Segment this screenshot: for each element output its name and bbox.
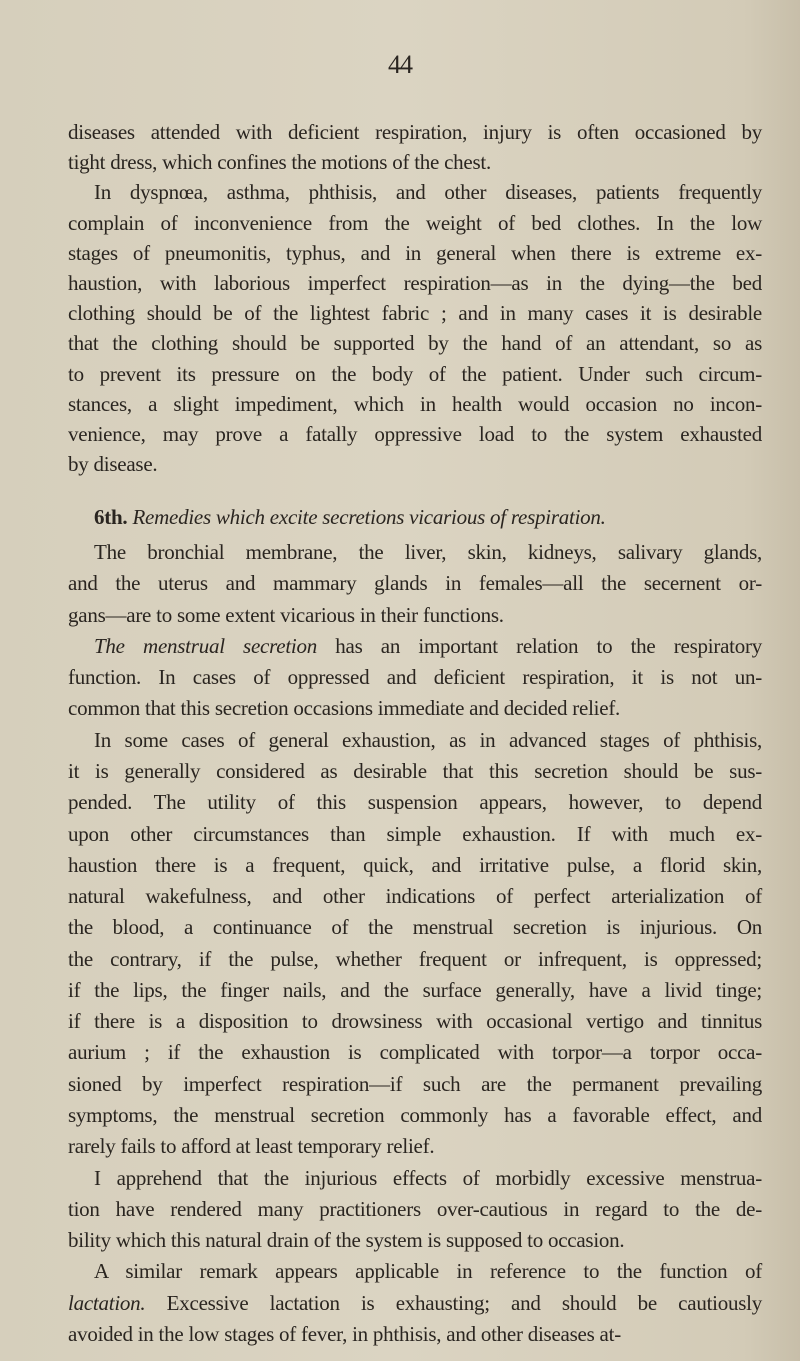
- text-line: [68, 603, 762, 627]
- text-run: sioned by imperfect respiration—if such are the permanent prevailing: [68, 1071, 762, 1096]
- text-run: venience, may prove a fatally oppressive load to the system exhausted: [68, 422, 762, 446]
- section-number: 6th.: [94, 505, 133, 529]
- text-run: complain of inconvenience from the weight of bed clothes. In the low: [68, 210, 762, 235]
- text-line: [68, 1259, 762, 1283]
- text-line: [68, 790, 762, 814]
- text-run: avoided in the low stages of fever, in phthisis, and other diseases at-: [68, 1322, 621, 1346]
- text-line: [68, 947, 762, 971]
- italic-text: The menstrual secretion: [94, 633, 317, 658]
- text-line: [68, 1166, 762, 1190]
- text-line: [68, 696, 762, 720]
- text-run: has an important relation to the respiratory: [317, 633, 762, 658]
- text-run: Excessive lactation is exhausting; and should be cautiously: [145, 1290, 762, 1315]
- text-line: [68, 853, 762, 877]
- text-run: to prevent its pressure on the body of the patient. Under such circum-: [68, 361, 762, 386]
- text-line: [68, 392, 762, 416]
- text-run: haustion there is a frequent, quick, and irritative pulse, a florid skin,: [68, 852, 762, 877]
- text-line: [68, 180, 762, 204]
- text-line: [68, 1009, 762, 1033]
- text-line: [68, 978, 762, 1002]
- text-line: [68, 1134, 762, 1158]
- text-line: [68, 915, 762, 939]
- text-line: [68, 759, 762, 783]
- text-run: bility which this natural drain of the system is supposed to occasion.: [68, 1228, 625, 1253]
- page-number: 44: [388, 50, 412, 79]
- text-run: symptoms, the menstrual secretion commonly has a favorable effect, and: [68, 1103, 762, 1128]
- text-line: [68, 1197, 762, 1221]
- text-run: common that this secretion occasions immediate and decided relief.: [68, 696, 621, 721]
- text-run: The bronchial membrane, the liver, skin, kidneys, salivary glands,: [94, 540, 762, 564]
- text-run: upon other circumstances than simple exhaustion. If with much ex-: [68, 821, 762, 846]
- text-run: stances, a slight impediment, which in health would occasion no incon-: [68, 391, 762, 416]
- italic-text: Remedies which excite secretions vicarious of respiration.: [132, 505, 606, 529]
- text-run: it is generally considered as desirable that this secretion should be sus-: [68, 758, 762, 783]
- text-line: [68, 211, 762, 235]
- text-run: and the uterus and mammary glands in females—all the secernent or-: [68, 571, 762, 596]
- text-line: [68, 362, 762, 386]
- text-line: [68, 331, 762, 355]
- text-line: [68, 665, 762, 689]
- text-line: [68, 728, 762, 752]
- text-run: if the lips, the finger nails, and the surface generally, have a livid tinge;: [68, 977, 762, 1002]
- text-run: gans—are to some extent vicarious in their functions.: [68, 602, 504, 627]
- section-heading: [68, 505, 762, 529]
- text-line: [68, 150, 762, 174]
- text-run: the contrary, if the pulse, whether frequent or infrequent, is oppressed;: [68, 946, 762, 971]
- text-line: [68, 1322, 762, 1346]
- text-line: [68, 271, 762, 295]
- text-line: [68, 884, 762, 908]
- text-run: by disease.: [68, 452, 158, 477]
- text-run: pended. The utility of this suspension appears, however, to depend: [68, 790, 762, 815]
- text-run: aurium ; if the exhaustion is complicated with torpor—a torpor occa-: [68, 1040, 762, 1065]
- text-run: I apprehend that the injurious effects of morbidly excessive menstrua-: [94, 1165, 762, 1190]
- text-run: function. In cases of oppressed and deficient respiration, it is not un-: [68, 665, 762, 690]
- text-run: In some cases of general exhaustion, as in advanced stages of phthisis,: [94, 727, 762, 752]
- text-line: [68, 634, 762, 658]
- text-line: [68, 241, 762, 265]
- text-run: that the clothing should be supported by the hand of an attendant, so as: [68, 331, 762, 356]
- text-line: [68, 1040, 762, 1064]
- text-line: [68, 1291, 762, 1315]
- text-run: the blood, a continuance of the menstrual secretion is injurious. On: [68, 915, 762, 940]
- text-line: [68, 422, 762, 446]
- text-line: [68, 822, 762, 846]
- text-run: clothing should be of the lightest fabric ; and in many cases it is desirable: [68, 301, 762, 326]
- text-run: rarely fails to afford at least temporary relief.: [68, 1134, 435, 1159]
- text-line: [68, 120, 762, 144]
- italic-text: lactation.: [68, 1290, 146, 1315]
- text-line: [68, 571, 762, 595]
- text-run: A similar remark appears applicable in reference to the function of: [94, 1259, 762, 1284]
- text-run: haustion, with laborious imperfect respiration—as in the dying—the bed: [68, 271, 762, 295]
- text-run: In dyspnœa, asthma, phthisis, and other diseases, patients frequently: [94, 180, 762, 205]
- text-line: [68, 1228, 762, 1252]
- text-run: tight dress, which confines the motions of the chest.: [68, 150, 492, 175]
- text-line: [68, 452, 762, 476]
- text-run: natural wakefulness, and other indications of perfect arterialization of: [68, 884, 762, 909]
- text-run: diseases attended with deficient respiration, injury is often occasioned by: [68, 120, 762, 144]
- text-run: tion have rendered many practitioners over-cautious in regard to the de-: [68, 1196, 762, 1221]
- text-line: [68, 1103, 762, 1127]
- text-line: [68, 540, 762, 564]
- text-line: [68, 301, 762, 325]
- text-line: [68, 1072, 762, 1096]
- text-run: stages of pneumonitis, typhus, and in general when there is extreme ex-: [68, 240, 762, 265]
- text-run: if there is a disposition to drowsiness with occasional vertigo and tinnitus: [68, 1009, 762, 1034]
